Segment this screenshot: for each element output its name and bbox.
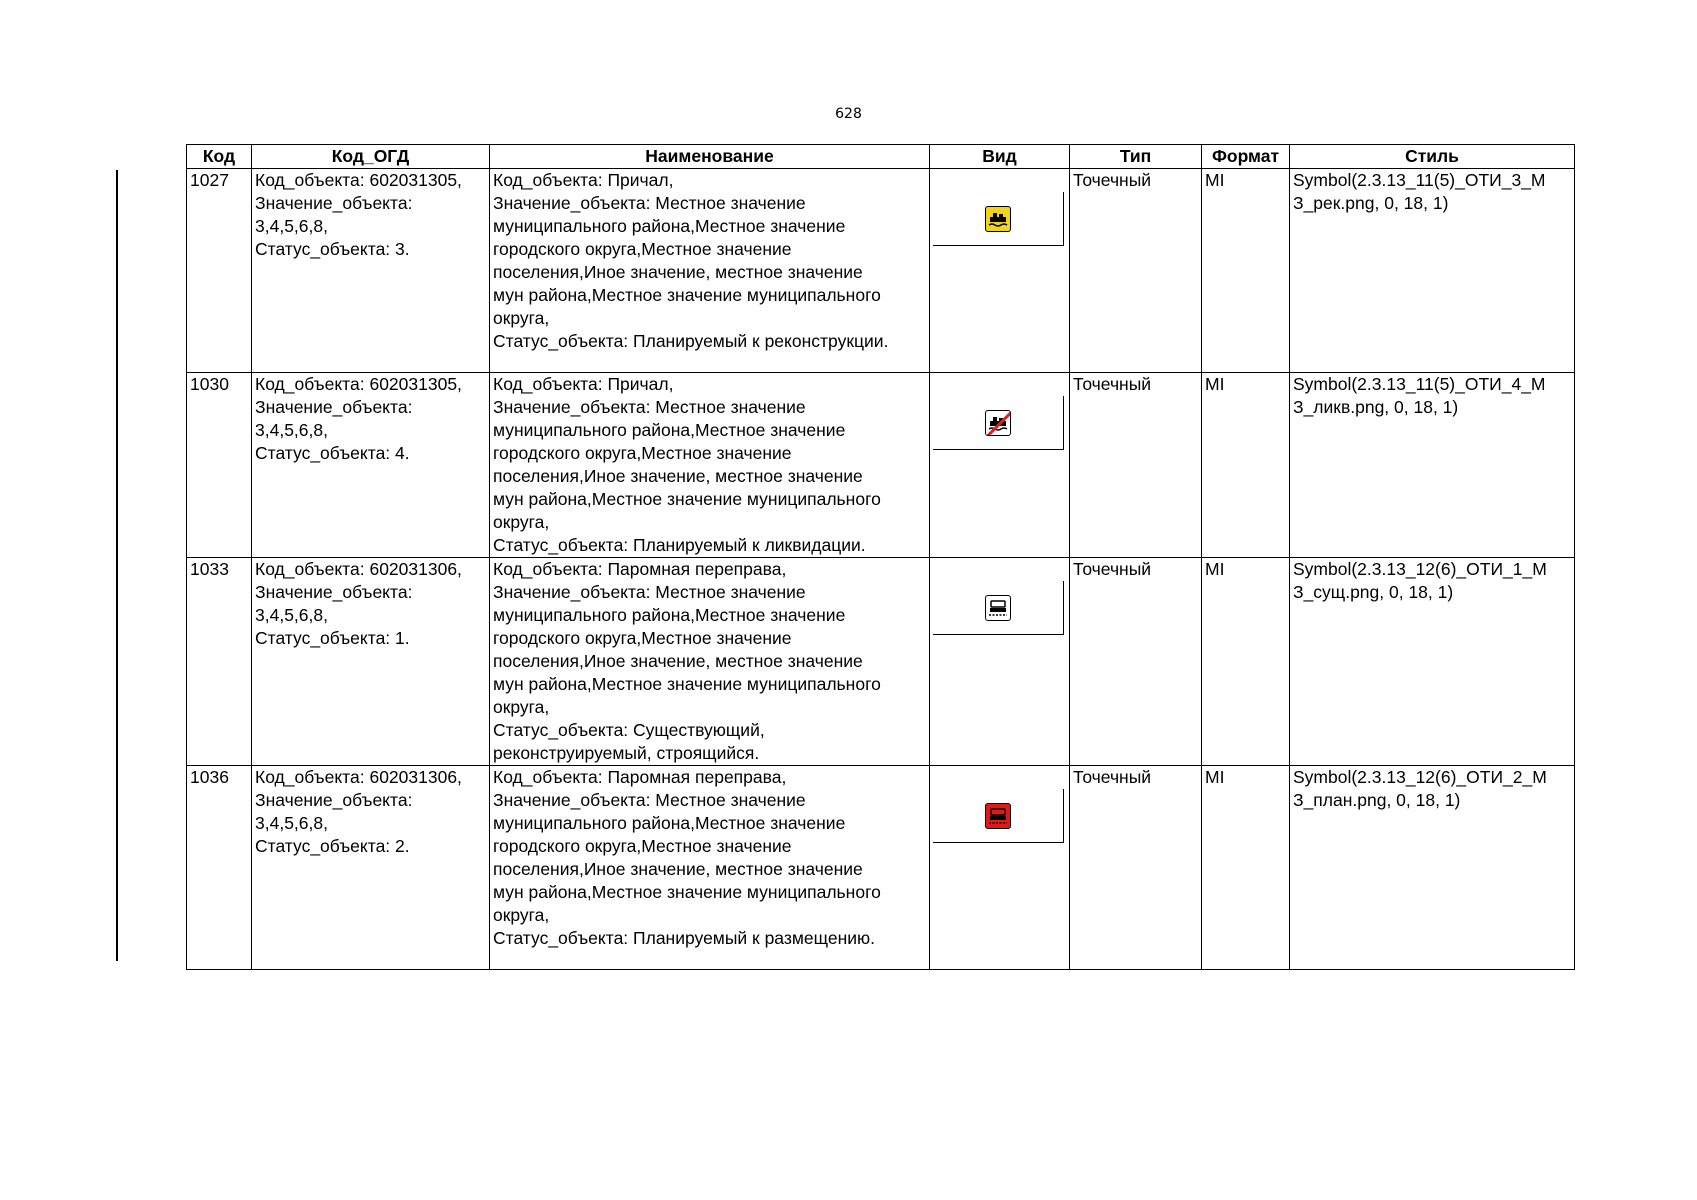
cell-code: 1033 [187, 558, 252, 766]
cell-type: Точечный [1070, 169, 1202, 373]
header-view: Вид [930, 145, 1070, 169]
pier-liquidation-icon [985, 410, 1011, 436]
cell-ogd: Код_объекта: 602031305, Значение_объекта: 3,4,5,6,8, Статус_объекта: 4. [252, 373, 490, 558]
cell-code: 1036 [187, 766, 252, 970]
cell-name: Код_объекта: Паромная переправа, Значение_объекта: Местное значение муниципального района,Местное значение городского округа,Местное значение поселения,Иное значение, местное значение мун района,Местное значение муниципального округа, Статус_объекта: Существующий, реконструируемый, строящийся. [490, 558, 930, 766]
table-row [187, 373, 1575, 558]
header-style: Стиль [1290, 145, 1575, 169]
cell-view [930, 558, 1070, 766]
header-ogd-code: Код_ОГД [252, 145, 490, 169]
cell-type: Точечный [1070, 373, 1202, 558]
page-number: 628 [835, 106, 862, 122]
cell-ogd: Код_объекта: 602031306, Значение_объекта: 3,4,5,6,8, Статус_объекта: 1. [252, 558, 490, 766]
cell-type: Точечный [1070, 558, 1202, 766]
table-row [187, 558, 1575, 766]
cell-type: Точечный [1070, 766, 1202, 970]
cell-name: Код_объекта: Паромная переправа, Значение_объекта: Местное значение муниципального района,Местное значение городского округа,Местное значение поселения,Иное значение, местное значение мун района,Местное значение муниципального округа, Статус_объекта: Планируемый к размещению. [490, 766, 930, 970]
cell-name: Код_объекта: Причал, Значение_объекта: Местное значение муниципального района,Местное значение городского округа,Местное значение поселения,Иное значение, местное значение мун района,Местное значение муниципального округа, Статус_объекта: Планируемый к ликвидации. [490, 373, 930, 558]
cell-ogd: Код_объекта: 602031305, Значение_объекта: 3,4,5,6,8, Статус_объекта: 3. [252, 169, 490, 373]
cell-style: Symbol(2.3.13_12(6)_ОТИ_2_М З_план.png, 0, 18, 1) [1290, 766, 1575, 970]
header-name: Наименование [490, 145, 930, 169]
ferry-existing-icon [985, 595, 1011, 621]
cell-format: MI [1202, 373, 1290, 558]
cell-code: 1030 [187, 373, 252, 558]
cell-style: Symbol(2.3.13_11(5)_ОТИ_4_М З_ликв.png, 0, 18, 1) [1290, 373, 1575, 558]
margin-line [116, 170, 118, 961]
cell-code: 1027 [187, 169, 252, 373]
cell-style: Symbol(2.3.13_11(5)_ОТИ_3_М З_рек.png, 0, 18, 1) [1290, 169, 1575, 373]
header-type: Тип [1070, 145, 1202, 169]
table-row [187, 766, 1575, 970]
cell-view [930, 373, 1070, 558]
header-code: Код [187, 145, 252, 169]
header-format: Формат [1202, 145, 1290, 169]
pier-reconstruction-icon [985, 206, 1011, 232]
cell-name: Код_объекта: Причал, Значение_объекта: Местное значение муниципального района,Местное значение городского округа,Местное значение поселения,Иное значение, местное значение мун района,Местное значение муниципального округа, Статус_объекта: Планируемый к реконструкции. [490, 169, 930, 373]
cell-ogd: Код_объекта: 602031306, Значение_объекта: 3,4,5,6,8, Статус_объекта: 2. [252, 766, 490, 970]
cell-format: MI [1202, 766, 1290, 970]
ferry-planned-icon [985, 803, 1011, 829]
cell-format: MI [1202, 169, 1290, 373]
cell-view [930, 766, 1070, 970]
cell-format: MI [1202, 558, 1290, 766]
table-row [187, 169, 1575, 373]
table-header-row [187, 145, 1575, 169]
cell-view [930, 169, 1070, 373]
symbol-registry-table [186, 144, 1575, 970]
cell-style: Symbol(2.3.13_12(6)_ОТИ_1_М З_сущ.png, 0, 18, 1) [1290, 558, 1575, 766]
